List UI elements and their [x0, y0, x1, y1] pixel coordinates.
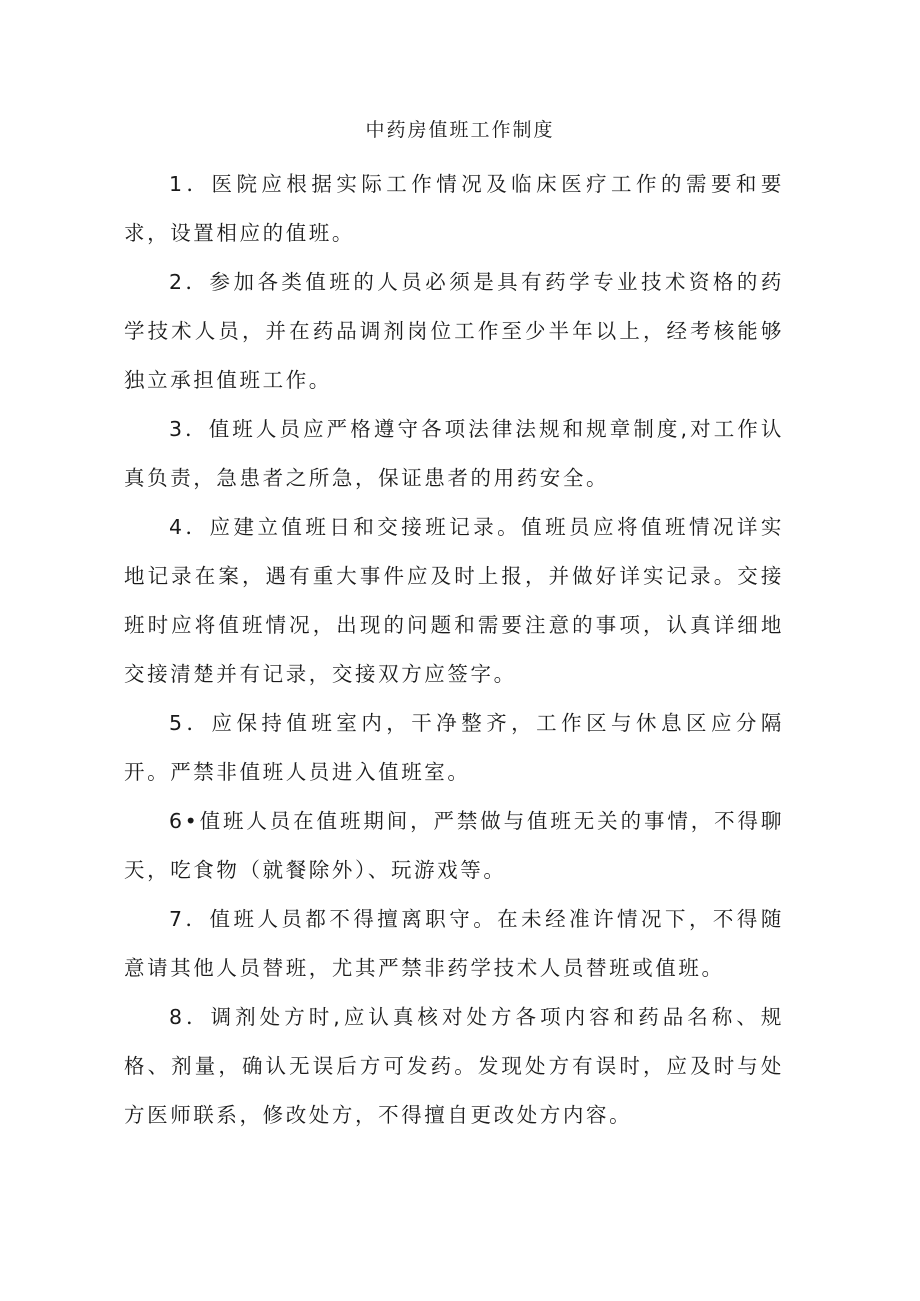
paragraph-2: 2．参加各类值班的人员必须是具有药学专业技术资格的药学技术人员，并在药品调剂岗位工作至少半年以上，经考核能够独立承担值班工作。: [124, 270, 784, 392]
document-body: [124, 160, 784, 1140]
paragraph-4: 4．应建立值班日和交接班记录。值班员应将值班情况详实地记录在案，遇有重大事件应及时上报，并做好详实记录。交接班时应将值班情况，出现的问题和需要注意的事项，认真详细地交接清楚并有记录，交接双方应签字。: [124, 515, 784, 686]
paragraph-6: 6•值班人员在值班期间，严禁做与值班无关的事情，不得聊天，吃食物（就餐除外）、玩游戏等。: [124, 809, 784, 882]
paragraph-5: 5．应保持值班室内，干净整齐，工作区与休息区应分隔开。严禁非值班人员进入值班室。: [124, 711, 784, 784]
paragraph-7: 7．值班人员都不得擅离职守。在未经准许情况下，不得随意请其他人员替班，尤其严禁非药学技术人员替班或值班。: [124, 907, 784, 980]
paragraph-8: 8．调剂处方时,应认真核对处方各项内容和药品名称、规格、剂量，确认无误后方可发药。发现处方有误时，应及时与处方医师联系，修改处方，不得擅自更改处方内容。: [124, 1005, 784, 1127]
paragraph-1: 1．医院应根据实际工作情况及临床医疗工作的需要和要求，设置相应的值班。: [124, 172, 784, 245]
paragraph-3: 3．值班人员应严格遵守各项法律法规和规章制度,对工作认真负责，急患者之所急，保证患者的用药安全。: [124, 417, 784, 490]
document-title: 中药房值班工作制度: [365, 119, 555, 141]
